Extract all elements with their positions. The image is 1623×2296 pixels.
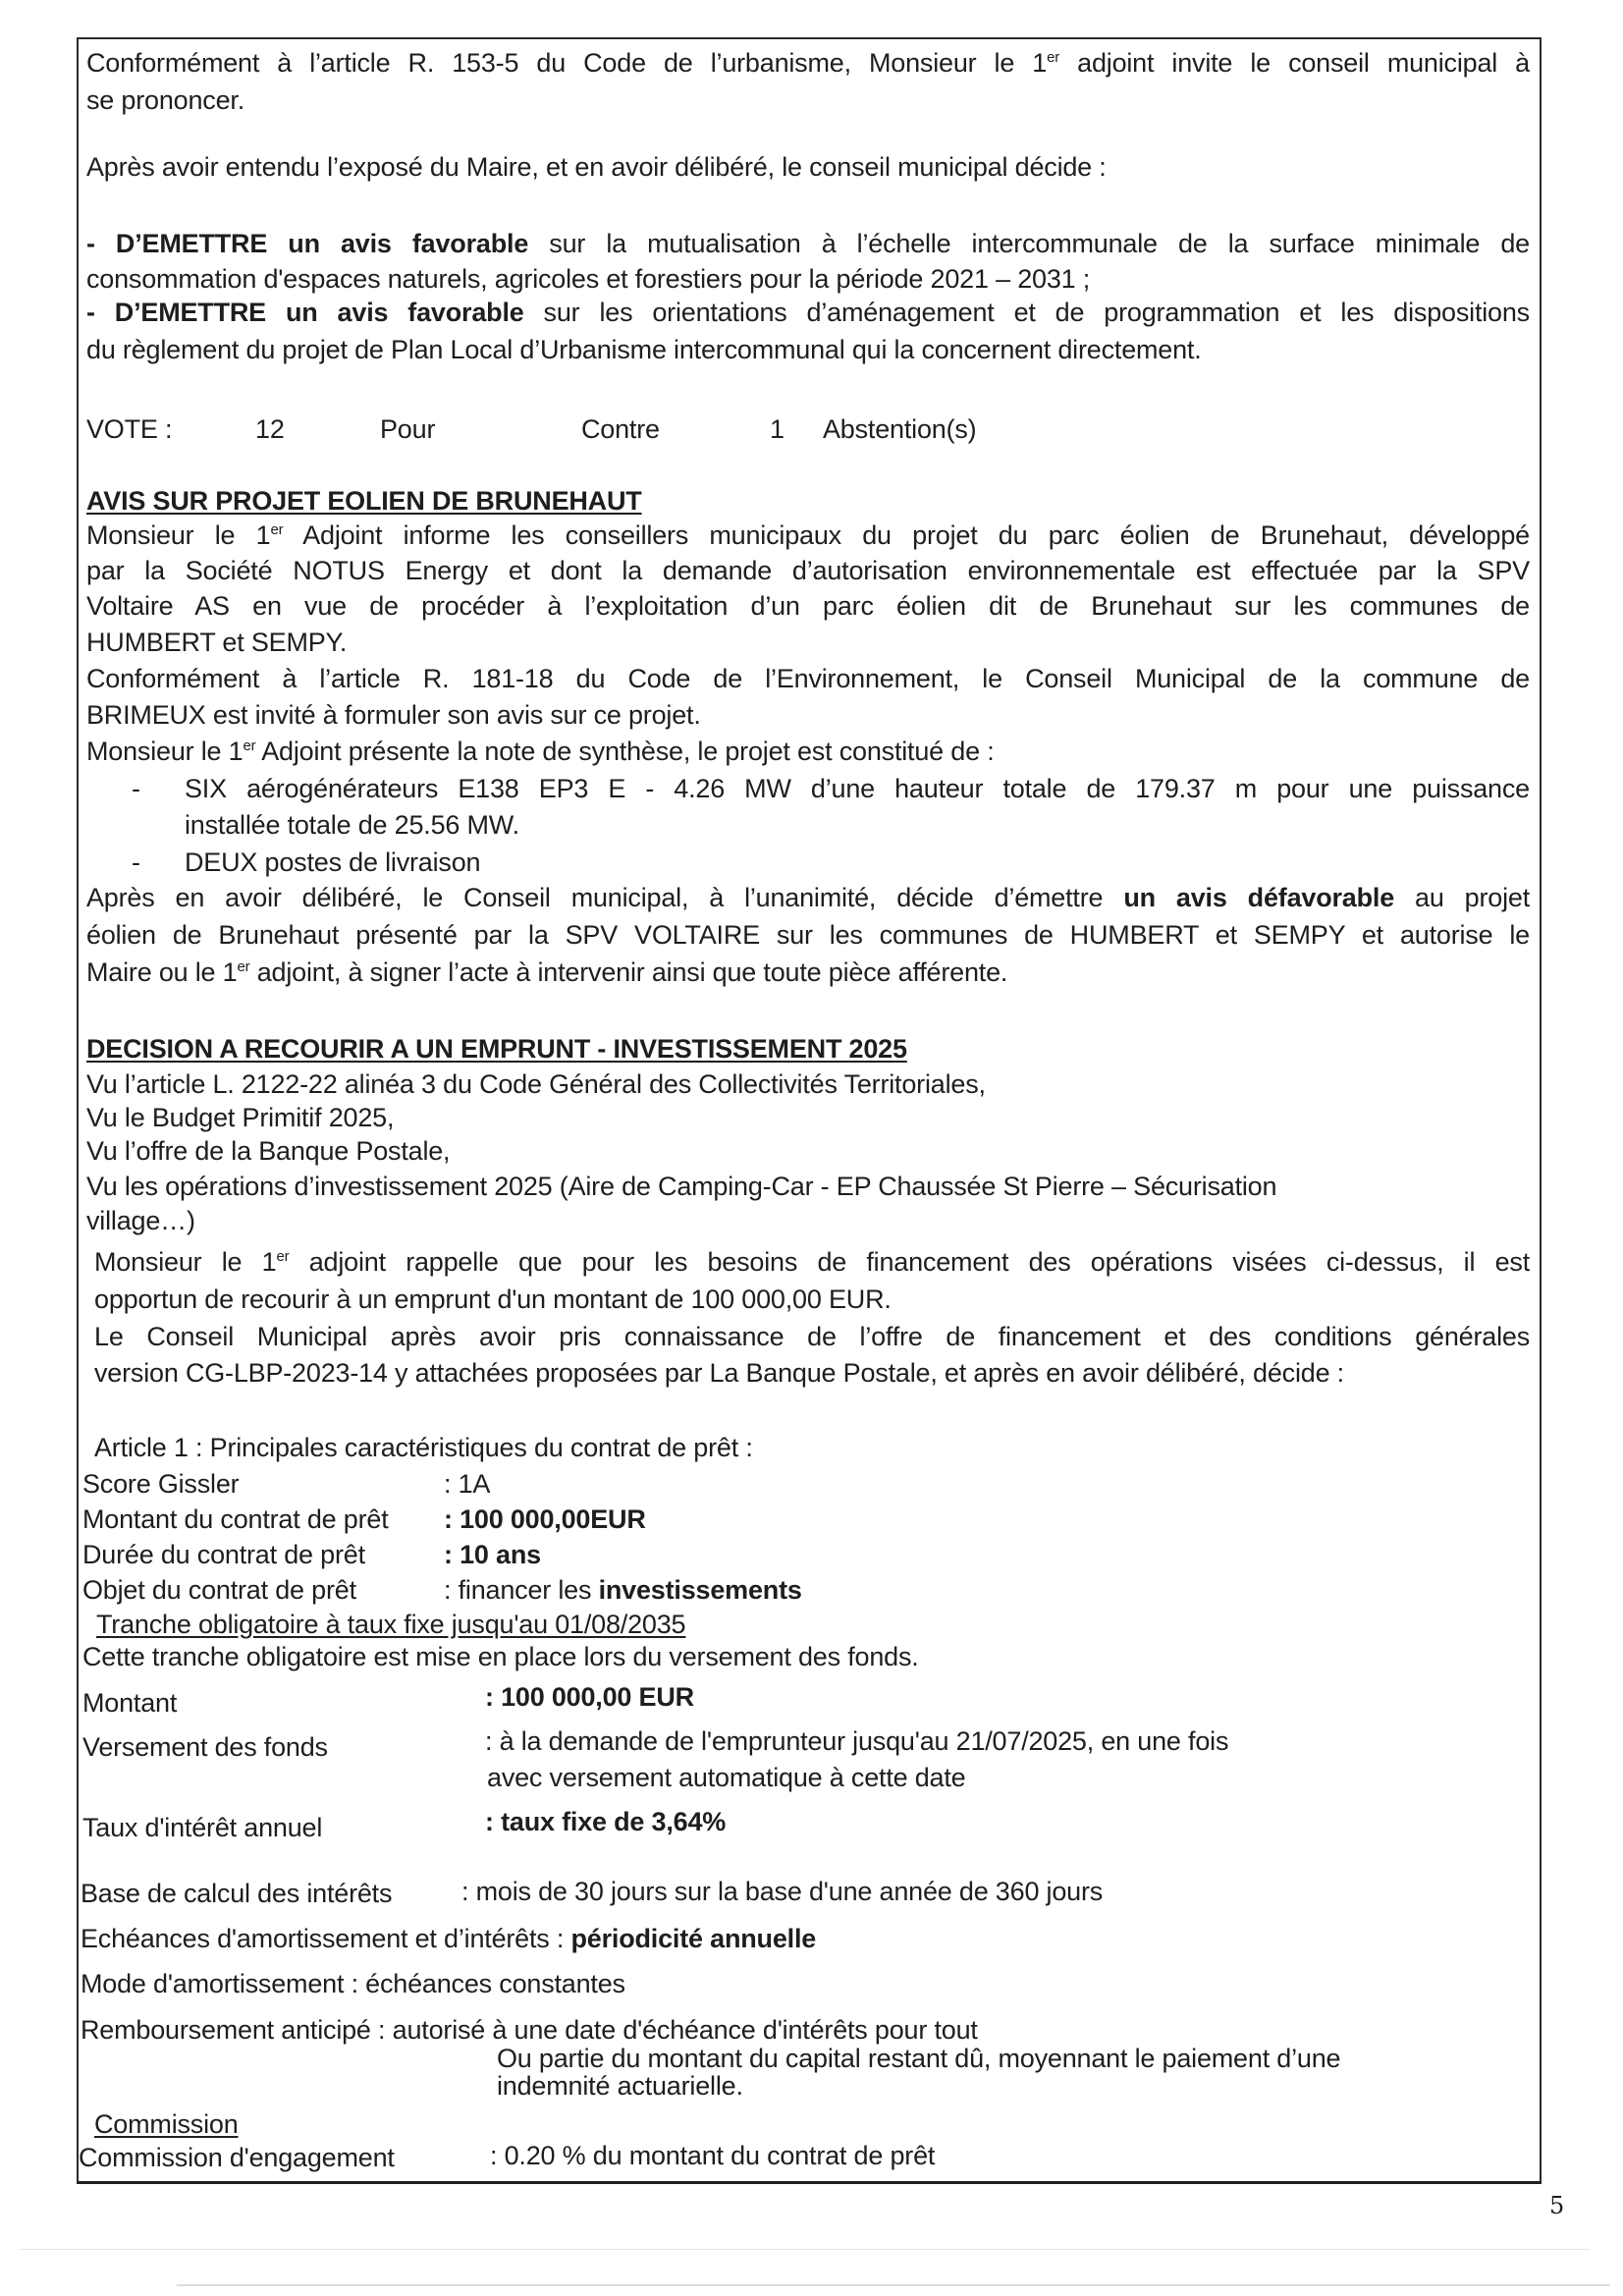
base-calcul-value: : mois de 30 jours sur la base d'une année de 360 jours [461,1877,1104,1906]
vu-line-4: Vu les opérations d’investissement 2025 (Aire de Camping-Car - EP Chaussée St Pierre – Sécurisation [86,1172,1277,1201]
char-value-score: : 1A [444,1469,491,1499]
eolien-p1-line-3: Voltaire AS en vue de procéder à l’exploitation d’un parc éolien dit de Brunehaut sur les communes de [86,591,1530,621]
decision-item-1-line-1: - D’EMETTRE un avis favorable sur la mutualisation à l’échelle intercommunale de la surface minimale de [86,229,1530,258]
vote-pour-label: Pour [380,414,436,444]
taux-label: Taux d'intérêt annuel [82,1813,323,1842]
intro-line-2: se prononcer. [86,85,245,115]
mode-amortissement: Mode d'amortissement : échéances constantes [81,1969,625,1998]
scan-artifact-line [177,2284,1610,2286]
versement-line-2: avec versement automatique à cette date [487,1763,966,1792]
eolien-p3: Monsieur le 1er Adjoint présente la note de synthèse, le projet est constitué de : [86,737,995,766]
tranche-montant-label: Montant [82,1688,178,1718]
eolien-p1-line-2: par la Société NOTUS Energy et dont la demande d’autorisation environnementale est effectuée par la SPV [86,556,1530,585]
eolien-p4-line-2: éolien de Brunehaut présenté par la SPV VOLTAIRE sur les communes de HUMBERT et SEMPY et autorise le [86,920,1530,950]
vu-line-1: Vu l’article L. 2122-22 alinéa 3 du Code Général des Collectivités Territoriales, [86,1069,986,1099]
eolien-p2-line-2: BRIMEUX est invité à formuler son avis sur ce projet. [86,700,701,730]
versement-line-1: : à la demande de l'emprunteur jusqu'au 21/07/2025, en une fois [485,1726,1229,1756]
commission-title: Commission [94,2109,239,2139]
eolien-p4-line-3: Maire ou le 1er adjoint, à signer l’acte à intervenir ainsi que toute pièce afférente. [86,957,1008,987]
decision-item-2-line-1: - D’EMETTRE un avis favorable sur les orientations d’aménagement et de programmation et les dispositions [86,298,1530,327]
vote-label: VOTE : [86,414,173,444]
bullet-dash-1: - [132,774,140,803]
bullet-2-line-1: DEUX postes de livraison [185,847,481,877]
vu-line-5: village…) [86,1206,195,1235]
eolien-p2-line-1: Conformément à l’article R. 181-18 du Code de l’Environnement, le Conseil Municipal de la commune de [86,664,1530,693]
tranche-title: Tranche obligatoire à taux fixe jusqu'au 01/08/2035 [96,1610,686,1639]
versement-label: Versement des fonds [82,1732,328,1762]
char-label-duree: Durée du contrat de prêt [82,1540,365,1569]
heading-eolien: AVIS SUR PROJET EOLIEN DE BRUNEHAUT [86,486,642,516]
page-number: 5 [1549,2192,1565,2219]
intro-line-1: Conformément à l’article R. 153-5 du Code de l’urbanisme, Monsieur le 1er adjoint invite le conseil municipal à [86,48,1530,78]
decision-item-1-line-2: consommation d'espaces naturels, agricoles et forestiers pour la période 2021 – 2031 ; [86,264,1091,294]
conseil-line-1: Le Conseil Municipal après avoir pris connaissance de l’offre de financement et des conditions générales [94,1322,1530,1351]
heading-emprunt: DECISION A RECOURIR A UN EMPRUNT - INVESTISSEMENT 2025 [86,1034,907,1064]
commission-label: Commission d'engagement [79,2143,395,2172]
vu-line-3: Vu l’offre de la Banque Postale, [86,1136,451,1166]
base-calcul-label: Base de calcul des intérêts [81,1879,393,1908]
char-label-score: Score Gissler [82,1469,240,1499]
remboursement-line-3: indemnité actuarielle. [497,2071,743,2101]
commission-value: : 0.20 % du montant du contrat de prêt [490,2141,936,2170]
decision-intro: Après avoir entendu l’exposé du Maire, et en avoir délibéré, le conseil municipal décide : [86,152,1107,182]
bullet-dash-2: - [132,847,140,877]
conseil-line-2: version CG-LBP-2023-14 y attachées proposées par La Banque Postale, et après en avoir délibéré, décide : [94,1358,1344,1388]
decision-item-2-line-2: du règlement du projet de Plan Local d’Urbanisme intercommunal qui la concernent directement. [86,335,1202,364]
char-value-duree: : 10 ans [444,1540,541,1569]
vote-pour-count: 12 [255,414,285,444]
article1-title: Article 1 : Principales caractéristiques du contrat de prêt : [94,1433,753,1462]
rappel-line-2: opportun de recourir à un emprunt d'un montant de 100 000,00 EUR. [94,1285,892,1314]
vote-contre-label: Contre [581,414,660,444]
remboursement-line-1: Remboursement anticipé : autorisé à une date d'échéance d'intérêts pour tout [81,2015,978,2045]
remboursement-line-2: Ou partie du montant du capital restant dû, moyennant le paiement d’une [497,2044,1341,2073]
bullet-1-line-1: SIX aérogénérateurs E138 EP3 E - 4.26 MW d’une hauteur totale de 179.37 m pour une puissance [185,774,1530,803]
tranche-montant-value: : 100 000,00 EUR [485,1682,694,1712]
char-label-montant: Montant du contrat de prêt [82,1504,389,1534]
scan-artifact-line [20,2249,1591,2250]
taux-value: : taux fixe de 3,64% [485,1807,727,1836]
eolien-p4-line-1: Après en avoir délibéré, le Conseil municipal, à l’unanimité, décide d’émettre un avis défavorable au projet [86,883,1531,912]
eolien-p1-line-1: Monsieur le 1er Adjoint informe les conseillers municipaux du projet du parc éolien de Brunehaut, développé [86,520,1530,550]
vote-abstention-label: Abstention(s) [823,414,977,444]
char-label-objet: Objet du contrat de prêt [82,1575,356,1605]
vote-abstention-count: 1 [770,414,784,444]
bullet-1-line-2: installée totale de 25.56 MW. [185,810,519,840]
vu-line-2: Vu le Budget Primitif 2025, [86,1103,395,1132]
eolien-p1-line-4: HUMBERT et SEMPY. [86,628,348,657]
tranche-note: Cette tranche obligatoire est mise en place lors du versement des fonds. [82,1642,919,1671]
echeances: Echéances d'amortissement et d’intérêts : périodicité annuelle [81,1924,817,1953]
char-value-objet: : financer les investissements [444,1575,802,1605]
char-value-montant: : 100 000,00EUR [444,1504,646,1534]
rappel-line-1: Monsieur le 1er adjoint rappelle que pour les besoins de financement des opérations visées ci-dessus, il est [94,1247,1530,1277]
